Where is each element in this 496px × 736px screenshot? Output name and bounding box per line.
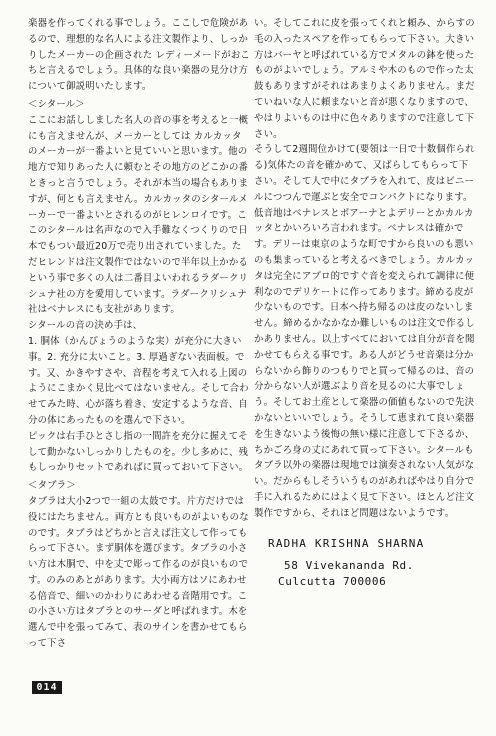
address-street: 58 Vivekananda Rd.: [284, 559, 415, 572]
right-paragraph-1: い。そしてこれに皮を張ってくれと頼み、からすの毛の入ったスペアを作ってもらって下さい。大きい方はバーヤと呼ばれている方でメタルの鉢を使ったものがよいでしょう。アルミや木のもので作った太鼓もありますがそれはあまりよくありません。まだていねいな人に頼まないと音が悪くなりますので、やはりよいものは中に色々ありますので注意して下さい。: [254, 18, 475, 140]
address-block: [268, 536, 478, 590]
sitar-paragraph-4: ピックは右手ひとさし指の一間許を充分に握えてそして動かないしっかりしたものを。少し多めに、残もしっかりセットであればに買っておいて下さい。: [28, 430, 249, 474]
intro-paragraph: 楽器を作ってくれる事でしょう。ここしで危険があるので、理想的な名人による注文製作より、しっかりしたメーカーの企画された レディーメードがおこちと言えるでしょう。具体的な良い楽器の見分け方について御説明いたします。: [28, 18, 250, 93]
right-paragraph-2: そうして2週間位かけて(要領は一日で十数個作られる)気体たの音を確かめて、又ばらしてもらって下さい。そして人で中にタブラを入れて、皮はビニールにつつんで運ぶと安全でコンパクトになります。低音地はベナレスとボアーナとよデリーとかカルカッタとかいろいろ言われます。ベナレスは確かです。デリーは東京のような町ですから良いのも悪いのも集まっていると考えるべきでしょう。カルカッタは完全にアプロ的ですぐ音を変えられて調律に便利なのでデリケートに作ってあります。締める皮が少ないものです。日本へ持ち帰るのは皮のないしません。締めるかなかなか難しいものは注文で作るしかありません。以上すべてにおいては自分が音を聞かせてもらえる事です。ある人がどうせ音楽は分からないから飾りのつもりでと買って帰るのは、音の分からない人が選ぶより音を見るのに大事でしょう。そしてお土産として楽器の価値もないので先決かないといいでしょう。そうして恵まれて良い楽器を生きないよう後悔の無い様に注意して下さるか、ちかごろ身の丈にあれて買って下さい。シタールもタブラ以外の楽器は現地では演奏されない人気がない。だからもしそういうものがあればやはり自分で手に入れるためにはよく見て下さい。ほとんど注文製作ですから、それほど問題はないようです。: [254, 144, 475, 519]
tabla-paragraph-1: タブラは大小2つで一組の太鼓です。片方だけでは役にはたちません。両方とも良いものがよいものなのです。タブラはどちかと言えば注文して作ってもらって下さい。まず胴体を選びます。タブラの小さい方は木胴で、中を丈で彫って作るのが良いものです。のみのあとがあります。大小両方はソにあわせる倍音で、細いのかわりにあわせる音階用です。この小さい方はタブラとのサーダと呼ばれます。木を選んで中を張ってみて、表のサインを書かせてもらって下さ: [28, 495, 249, 650]
sitar-paragraph-3: 1. 胴体（かんぴょうのような実）が充分に大きい事。2. 充分に太いこと。3. 厚過ぎない表面板。です。又、かきやすさや、音程を考えて入れる上図のようにこまかく見比べてはないません。そして合わせてみた時、心が落ち着き、安定するような音、自分の体にあったものを選んで下さい。: [28, 335, 249, 426]
sitar-paragraph-1: ここにお話ししました名人の音の事を考えると一概にも言えませんが、メーカーとしては カルカッタのメーカーが一番よいと見ていいと思います。他の地方で知りあった人に頼むとその地方のどこかの番ときっと言うでしょう。それが本当の場合もありますが、何とも言えません。カルカッタのシタールメーカーで一番よいとされるのがヒレンロイです。ここのシタールは名声なので入手難なくつくりので日本でもつい最近20万で売り出されていました。ただヒレンドは注文製作ではないので半年以上かかるという事で多くの人は二番目よいわれるラダークリシュナ社の方を愛用しています。ラダークリシュナ社はベナレスにも支社があります。: [28, 114, 249, 316]
sitar-paragraph-2: シタールの音の決め手は、: [28, 320, 143, 332]
sitar-heading: ＜シタール＞: [28, 98, 85, 110]
right-column: [254, 16, 476, 522]
page-number: 014: [32, 681, 62, 694]
address-name: RADHA KRISHNA SHARNA: [268, 537, 425, 550]
tabla-heading: ＜タブラ＞: [28, 480, 76, 492]
address-city: Culcutta 700006: [278, 575, 387, 588]
left-column: [28, 16, 250, 652]
